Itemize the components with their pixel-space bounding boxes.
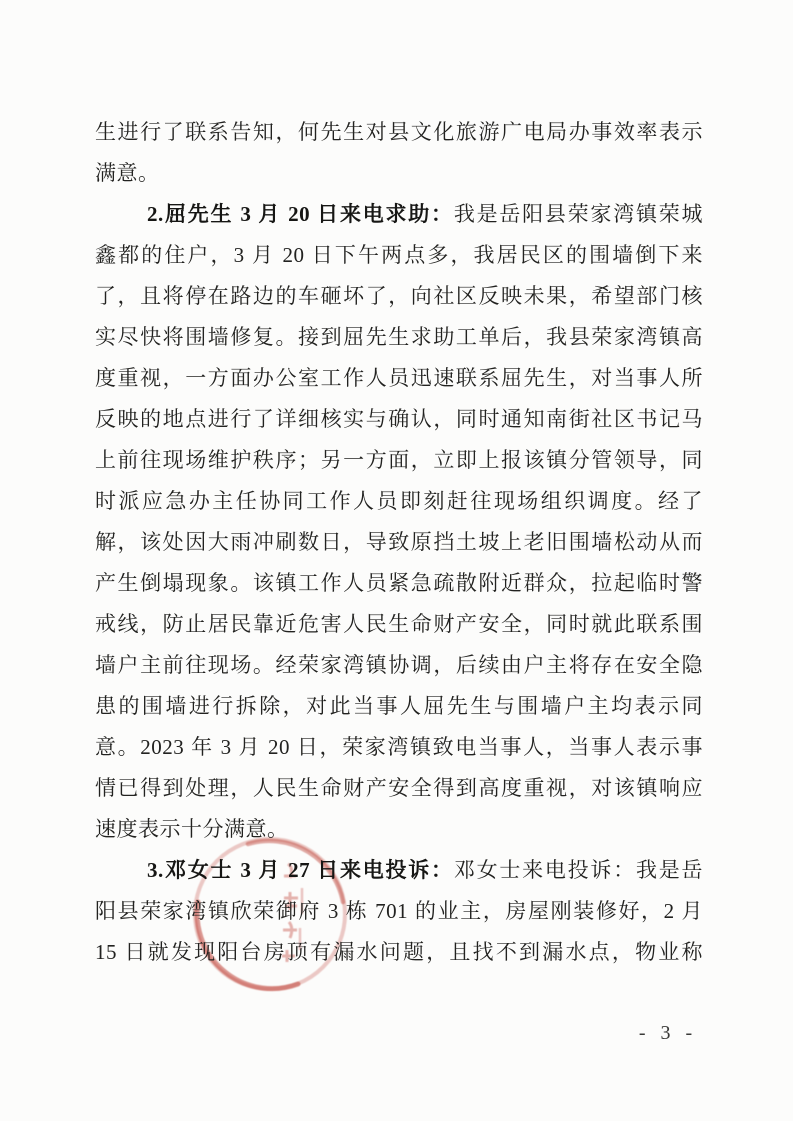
page-number: - 3 -	[638, 1022, 698, 1044]
body-text: 解，该处因大雨冲刷数日，导致原挡土坡上老旧围墙松动从而	[95, 530, 703, 554]
document-lines	[95, 112, 703, 973]
emphasis-text: 3.邓女士 3 月 27 日来电投诉：	[147, 858, 454, 882]
body-text: 度重视，一方面办公室工作人员迅速联系屈先生，对当事人所	[95, 366, 703, 390]
body-text: 生进行了联系告知，何先生对县文化旅游广电局办事效率表示	[95, 120, 703, 144]
body-text: 实尽快将围墙修复。接到屈先生求助工单后，我县荣家湾镇高	[95, 325, 703, 349]
body-text: 戒线，防止居民靠近危害人民生命财产安全，同时就此联系围	[95, 612, 703, 636]
text-line	[95, 891, 703, 932]
text-line	[95, 194, 703, 235]
text-line	[95, 317, 703, 358]
body-text: 上前往现场维护秩序；另一方面，立即上报该镇分管领导，同	[95, 448, 703, 472]
text-line	[95, 235, 703, 276]
body-text: 15 日就发现阳台房顶有漏水问题，且找不到漏水点，物业称	[95, 940, 703, 964]
text-line	[95, 399, 703, 440]
body-text: 速度表示十分满意。	[95, 817, 289, 841]
text-line	[95, 768, 703, 809]
text-line	[95, 358, 703, 399]
body-text: 我是岳阳县荣家湾镇荣城	[453, 202, 704, 226]
text-line	[95, 276, 703, 317]
body-text: 意。2023 年 3 月 20 日，荣家湾镇致电当事人，当事人表示事	[95, 735, 703, 759]
text-line	[95, 112, 703, 153]
body-text: 满意。	[95, 161, 160, 185]
text-line	[95, 850, 703, 891]
body-text: 阳县荣家湾镇欣荣御府 3 栋 701 的业主，房屋刚装修好，2 月	[95, 899, 703, 923]
body-text: 产生倒塌现象。该镇工作人员紧急疏散附近群众，拉起临时警	[95, 571, 703, 595]
body-text: 邓女士来电投诉：我是岳	[453, 858, 704, 882]
body-text: 鑫都的住户，3 月 20 日下午两点多，我居民区的围墙倒下来	[95, 243, 703, 267]
text-line	[95, 481, 703, 522]
text-line	[95, 645, 703, 686]
text-line	[95, 440, 703, 481]
text-line	[95, 563, 703, 604]
body-text: 时派应急办主任协同工作人员即刻赶往现场组织调度。经了	[95, 489, 703, 513]
text-line	[95, 153, 703, 194]
body-text: 反映的地点进行了详细核实与确认，同时通知南街社区书记马	[95, 407, 703, 431]
text-line	[95, 809, 703, 850]
body-text: 了，且将停在路边的车砸坏了，向社区反映未果，希望部门核	[95, 284, 703, 308]
text-line	[95, 686, 703, 727]
emphasis-text: 2.屈先生 3 月 20 日来电求助：	[147, 202, 454, 226]
text-line	[95, 522, 703, 563]
body-text: 情已得到处理，人民生命财产安全得到高度重视，对该镇响应	[95, 776, 703, 800]
body-text: 患的围墙进行拆除，对此当事人屈先生与围墙户主均表示同	[95, 694, 703, 718]
body-text: 墙户主前往现场。经荣家湾镇协调，后续由户主将存在安全隐	[95, 653, 703, 677]
text-line	[95, 727, 703, 768]
text-line	[95, 604, 703, 645]
text-line	[95, 932, 703, 973]
